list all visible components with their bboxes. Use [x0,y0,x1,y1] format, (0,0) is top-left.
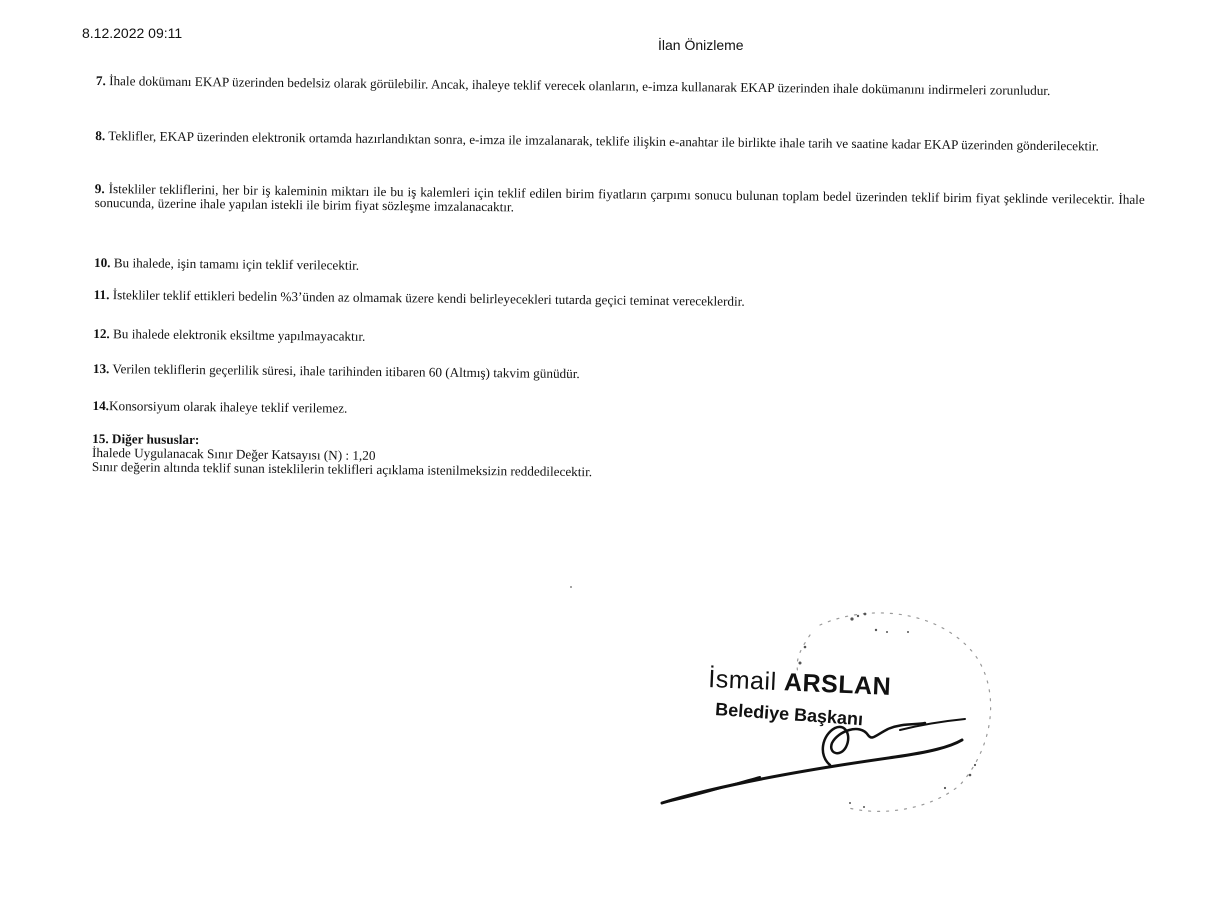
clause-text: İhale dokümanı EKAP üzerinden bedelsiz olarak görülebilir. Ancak, ihaleye teklif verecek olanların, e-imza kullanarak EKAP üzerinden ihale dokümanını indirmeleri zorunludur. [105,73,1051,98]
signer-title: Belediye Başkanı [714,699,864,730]
clause-number: 10. [93,254,111,271]
announcement-body [91,73,1146,480]
clause-number: 12. [93,325,110,342]
clause-text: Teklifler, EKAP üzerinden elektronik ortamda hazırlandıktan sonra, e-imza ile imzalanarak, teklife ilişkin e-anahtar ile birlikte ihale tarih ve saatine kadar EKAP üzerinden gönderilecektir. [105,128,1099,154]
clause-text: İstekliler teklif ettikleri bedelin %3’ünden az olmamak üzere kendi belirleyecekleri tutarda geçici teminat vereceklerdir. [109,287,745,309]
other-matters-heading: 15. Diğer hususlar: [92,430,200,448]
clause-11 [94,288,1144,313]
signature-scribble [662,719,965,803]
print-date: 8.12.2022 09:11 [82,25,183,41]
clause-text: Bu ihalede, işin tamamı için teklif verilecektir. [110,255,360,273]
clause-7 [96,74,1146,99]
clause-text: Bu ihalede elektronik eksiltme yapılmayacaktır. [109,326,366,344]
clause-text: Verilen tekliflerin geçerlilik süresi, ihale tarihinden itibaren 60 (Altmış) takvim günüdür. [109,361,580,382]
clause-number: 13. [92,360,110,377]
scan-speck [570,586,572,588]
signer-last-name: ARSLAN [783,668,892,701]
clause-8 [95,129,1145,154]
clause-14 [92,399,1142,424]
clause-number: 14. [92,397,110,414]
clause-15-other-matters [92,432,1142,485]
clause-number: 8. [95,127,106,144]
clause-9 [95,182,1145,221]
clause-13 [93,362,1143,387]
clause-text: Konsorsiyum olarak ihaleye teklif verilemez. [108,398,348,416]
clause-number: 9. [94,180,105,197]
clause-10 [94,256,1144,281]
signature-block [640,595,1020,825]
limit-value-coefficient-line: İhalede Uygulanacak Sınır Değer Katsayısı (N) : 1,20 [91,444,376,463]
signer-first-name: İsmail [707,665,778,696]
clause-number: 11. [93,286,110,303]
rejection-rule-line: Sınır değerin altında teklif sunan isteklilerin teklifleri açıklama istenilmeksizin reddedilecektir. [91,458,593,480]
clause-text: İstekliler tekliflerini, her bir iş kaleminin miktarı ile bu iş kalemleri için teklif edilen birim fiyatların çarpımı sonucu bulunan toplam bedel üzerinden teklif birim fiyat şeklinde verilecektir. İhale sonucunda, üzerine ihale yapılan istekli ile birim fiyat sözleşme imzalanacaktır. [94,181,1145,215]
clause-number: 7. [95,73,106,89]
clause-12 [93,327,1143,352]
page-title: İlan Önizleme [658,37,744,53]
